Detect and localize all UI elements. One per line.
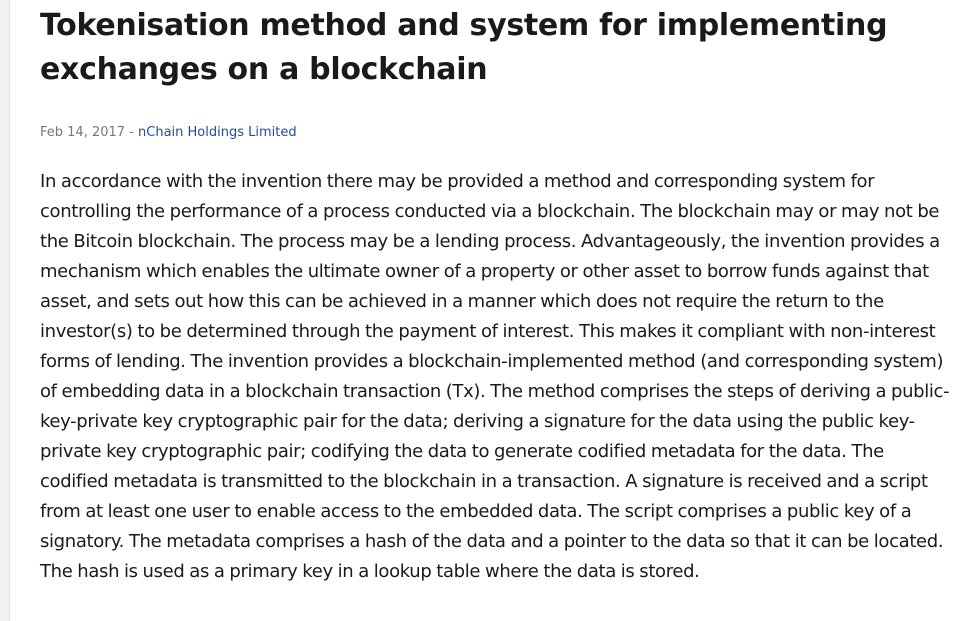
publication-date: Feb 14, 2017 <box>40 125 126 140</box>
meta-separator: - <box>125 125 139 140</box>
article-title: Tokenisation method and system for implementing exchanges on a blockchain <box>40 8 888 87</box>
left-rail <box>0 0 10 621</box>
abstract-text: In accordance with the invention there may be provided a method and corresponding system for controlling the performance of a process conducted via a blockchain. The blockchain may or may not be the Bitcoin blockchain. The process may be a lending process. Advantageously, the invention provides a mechanism which enables the ultimate owner of a property or other asset to borrow funds against that asset, and sets out how this can be achieved in a manner which does not require the return to the investor(s) to be determined through the payment of interest. This makes it compliant with non-interest forms of lending. The invention provides a blockchain-implemented method (and corresponding system) of embedding data in a blockchain transaction (Tx). The method comprises the steps of deriving a public-key-private key cryptographic pair for the data; deriving a signature for the data using the public key-private key cryptographic pair; codifying the data to generate codified metadata for the data. The codified metadata is transmitted to the blockchain in a transaction. A signature is received and a script from at least one user to enable access to the embedded data. The script comprises a public key of a signatory. The metadata comprises a hash of the data and a pointer to the data so that it can be located. The hash is used as a primary key in a lookup table where the data is stored. <box>40 171 950 582</box>
assignee-link[interactable]: nChain Holdings Limited <box>138 125 297 140</box>
patent-article <box>40 4 958 605</box>
article-meta <box>40 124 958 142</box>
